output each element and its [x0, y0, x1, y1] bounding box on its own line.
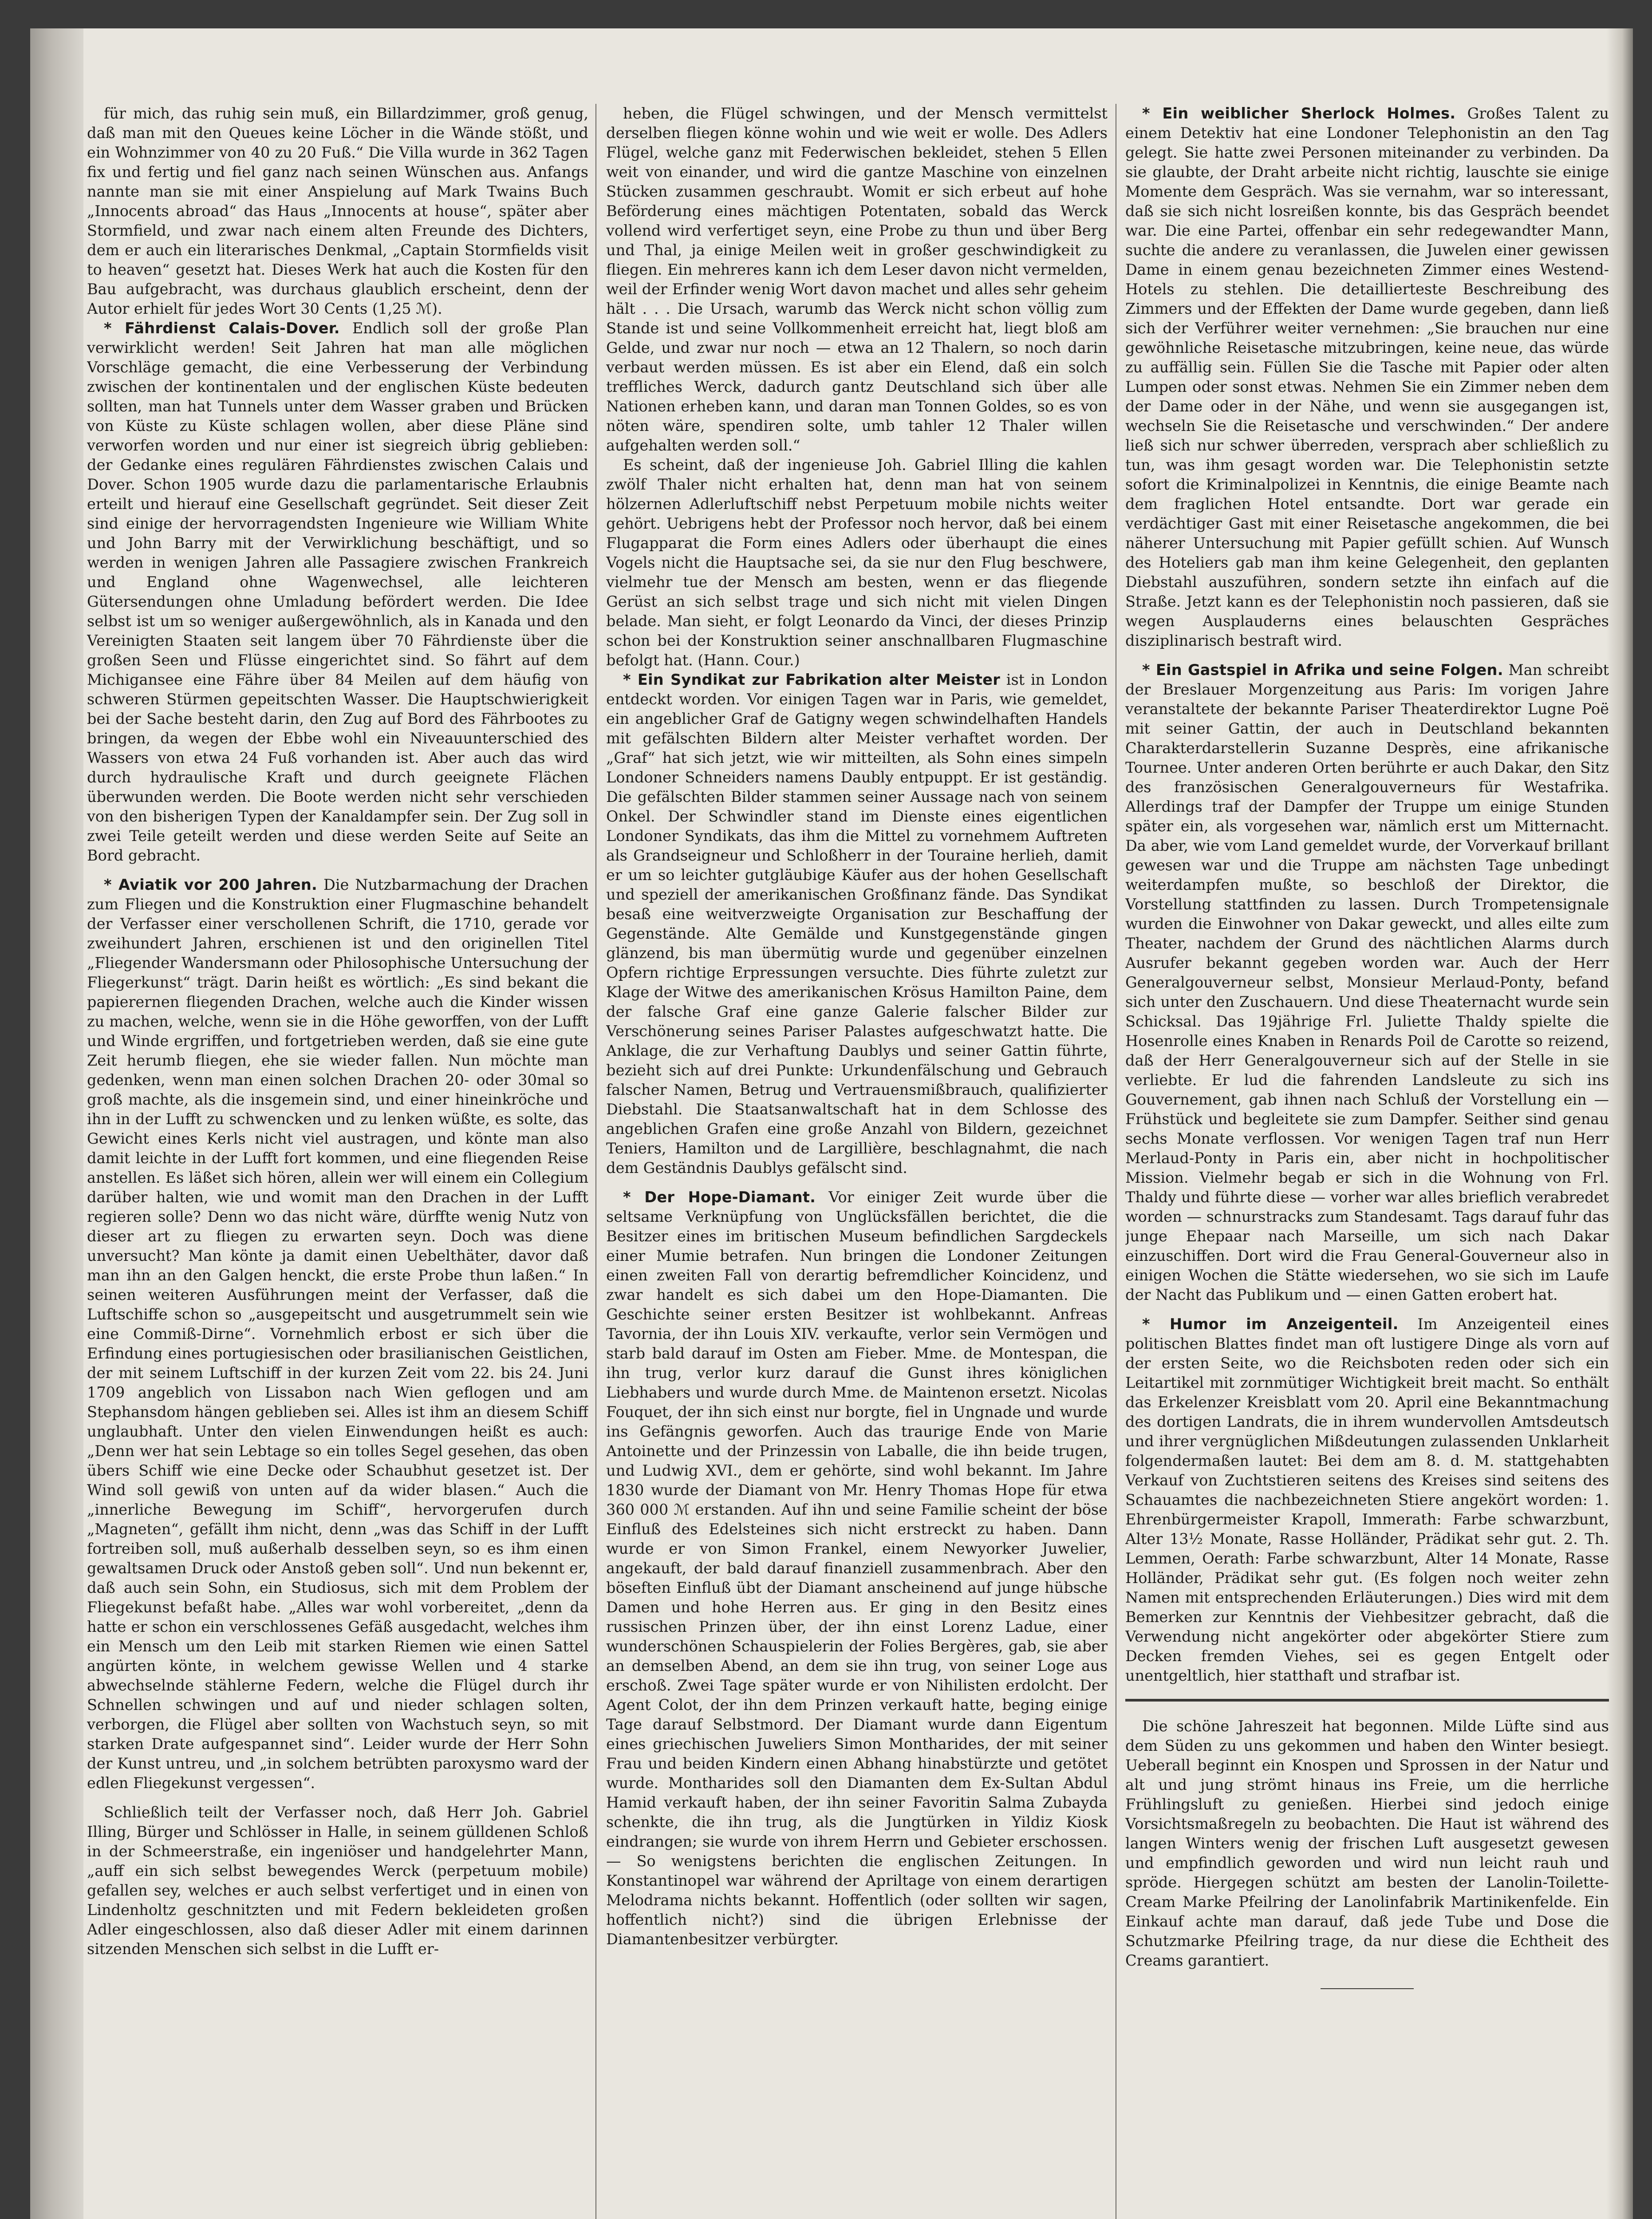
paragraph — [87, 104, 588, 319]
article-body: Vor einiger Zeit wurde über die seltsame Verknüpfung von Unglücksfällen berichtet, die die Besitzer eines im britischen Museum befindlichen Sargdeckels einer Mumie betrafen. Nun bringen die Londoner Zeitungen einen zweiten Fall von derartig befremdlicher Koincidenz, und zwar handelt es sich dabei um den Hope-Diamanten. Die Geschichte seiner ersten Besitzer ist wohlbekannt. Anfreas Tavornia, der ihn Louis XIV. verkaufte, verlor sein Vermögen und starb bald darauf im Osten am Fieber. Mme. de Montespan, die ihn trug, verlor kurz darauf die Gunst ihres königlichen Liebhabers und wurde durch Mme. de Maintenon ersetzt. Nicolas Fouquet, der ihn sich einst nur borgte, fiel in Ungnade und wurde ins Gefängnis geworfen. Auch das traurige Ende von Marie Antoinette und der Prinzessin von Laballe, die ihn beide trugen, und Ludwig XVI., dem er gehörte, sind wohl bekannt. Im Jahre 1830 wurde der Diamant von Mr. Henry Thomas Hope für etwa 360 000 ℳ erstanden. Auf ihn und seine Familie scheint der böse Einfluß des Edelsteines sich nicht erstreckt zu haben. Dann wurde er von Simon Frankel, einem Newyorker Juwelier, angekauft, der bald darauf finanziell zusammenbrach. Aber den böseften Einfluß übt der Diamant anscheinend auf junge hübsche Damen und hohe Herren aus. Er ging in den Besitz eines russischen Prinzen über, der ihn einst Lorenz Ladue, einer wunderschönen Schauspielerin der Folies Bergères, gab, sie aber an demselben Abend, an dem sie ihn trug, von seiner Loge aus erschoß. Zwei Tage später wurde er von Nihilisten erdolcht. Der Agent Colot, der ihn dem Prinzen verkauft hatte, beging einige Tage darauf Selbstmord. Der Diamant wurde dann Eigentum eines griechischen Juweliers Simon Montharides, der mit seiner Frau und beiden Kindern einen Abhang hinabstürzte und getötet wurde. Montharides soll den Diamanten dem Ex-Sultan Abdul Hamid verkauft haben, der ihn seiner Favoritin Salma Zubayda schenkte, die ihn trug, als die Jungtürken in Yildiz Kiosk eindrangen; sie wurde von ihrem Herrn und Gebieter erschossen. — So wenigstens berichten die englischen Zeitungen. In Konstantinopel war während der Apriltage von einem derartigen Melodrama nichts bekannt. Hoffentlich (oder sollten wir sagen, hoffentlich nicht?) sind die übrigen Erlebnisse der Diamantenbesitzer verbürgter. — [606, 1188, 1108, 1948]
page-edge-shadow — [1606, 28, 1633, 2219]
article-body: Endlich soll der große Plan verwirklicht werden! Seit Jahren hat man alle möglichen Vorschläge gemacht, die eine Verbesserung der Verbindung zwischen der kontinentalen und der englischen Küste bedeuten sollten, man hat Tunnels unter dem Wasser graben und Brücken von Küste zu Küste schlagen wollen, aber diese Pläne sind verworfen worden und nur einer ist siegreich übrig geblieben: der Gedanke eines regulären Fährdienstes zwischen Calais und Dover. Schon 1905 wurde dazu die parlamentarische Erlaubnis erteilt und hierauf eine Gesellschaft gegründet. Seit dieser Zeit sind einige der hervorragendsten Ingenieure wie William White und John Barry mit der Verwirklichung beschäftigt, und so werden in wenigen Jahren alle Passagiere zwischen Frankreich und England ohne Wagenwechsel, alle leichteren Gütersendungen ohne Umladung befördert werden. Die Idee selbst ist um so weniger außergewöhnlich, als in Kanada und den Vereinigten Staaten seit langem über 70 Fährdienste über die großen Seen und Flüsse eingerichtet sind. So fährt auf dem Michigansee eine Fähre über 84 Meilen auf dem häufig von schweren Stürmen gepeitschten Wasser. Die Hauptschwierigkeit bei der Sache besteht darin, den Zug auf Bord des Fährbootes zu bringen, da wegen der Ebbe wohl ein Niveauunterschied des Wassers von etwa 24 Fuß vorhanden ist. Aber auch das wird durch hydraulische Kraft und durch geeignete Flächen überwunden werden. Die Boote werden nicht sehr verschieden von den bisherigen Typen der Kanaldampfer sein. Der Zug soll in zwei Teile geteilt werden und diese werden Seite auf Seite an Bord gebracht. — [87, 320, 588, 864]
article-body: Die Nutzbarmachung der Drachen zum Fliegen und die Konstruktion einer Flugmaschine behandelt der Verfasser einer verschollenen Schrift, die 1710, gerade vor zweihundert Jahren, erschienen ist und den originellen Titel „Fliegender Wandersmann oder Philosophische Untersuchung der Fliegerkunst“ trägt. Darin heißt es wörtlich: „Es sind bekant die papierernen fliegenden Drachen, welche auch die Kinder wissen zu machen, welche, wenn sie in die Höhe geworffen, von der Lufft und Winde ergriffen, und fortgetrieben werden, daß sie eine gute Zeit herumb fliegen, ehe sie wieder fallen. Nun möchte man gedenken, wenn man einen solchen Drachen 20- oder 30mal so groß machte, als die insgemein sind, und einer hineinkröche und ihn in der Lufft zu schwencken und zu lenken wüßte, es solte, das Gewicht eines Kerls nicht viel austragen, und könte man also damit leichte in der Lufft fort kommen, und eine fliegenden Reise anstellen. Es läßet sich hören, allein wer will einem ein Collegium darüber halten, wie und womit man den Drachen in der Lufft regieren solle? Denn wo das nicht wäre, dürffte wenig Nutz von dieser art zu fliegen zu erwarten seyn. Doch was diene unversucht? Man könte ja damit einen Uebelthäter, davor daß man ihn an den Galgen henckt, die erste Probe thun laßen.“ In seinen weiteren Ausführungen meint der Verfasser, daß die Luftschiffe schon so „ausgepeitscht und ausgetrummelt sein wie eine Commiß-Dirne“. Vornehmlich erbost er sich über die Erfindung eines portugiesischen oder brasilianischen Geistlichen, der mit seinem Luftschiff in der kurzen Zeit vom 22. bis 24. Juni 1709 angeblich von Lissabon nach Wien geflogen und am Stephansdom hängen geblieben sei. Alles ist ihm an diesem Schiff unglaubhaft. Unter den vielen Einwendungen heißt es auch: „Denn wer hat sein Lebtage so ein tolles Segel gesehen, das oben übers Schiff wie eine Decke oder Schaubhut gesetzet ist. Der Wind soll gewiß von unten auf da wider blasen.“ Auch die „innerliche Bewegung im Schiff“, hervorgerufen durch „Magneten“, gefällt ihm nicht, denn „was das Schiff in der Lufft fortreiben soll, muß außerhalb desselben seyn, so es ihm einen gewaltsamen Druck oder Anstoß geben soll“. Und nun bekennt er, daß auch sein Sohn, ein Studiosus, sich mit dem Problem der Fliegekunst befaßt habe. „Alles war wohl vorbereitet, „denn da hatte er schon ein verschlossenes Gefäß ausgedacht, welches ihm ein Mensch um den Leib mit starken Riemen wie einen Sattel angürten könte, in welchem gewisse Wellen und 4 starke abwechselnde stählerne Federn, welche die Flügel durch ihr Schnellen schwingen und auf und nieder schlagen solten, verborgen, die Flügel aber sollten von Wachstuch seyn, so mit starken Drate aufgespannet sind“. Leider wurde der Herr Sohn der Kunst untreu, und „in solchem betrübten paroxysmo ward der edlen Fliegekunst vergessen“. — [87, 876, 588, 1792]
paragraph — [606, 104, 1108, 455]
article — [87, 875, 588, 1793]
article-headline: * Ein Gastspiel in Afrika und seine Folgen. — [1142, 661, 1503, 679]
article-headline: * Fährdienst Calais-Dover. — [104, 320, 340, 337]
article — [1125, 104, 1609, 651]
article-body: Man schreibt der Breslauer Morgenzeitung aus Paris: Im vorigen Jahre veranstaltete der bekannte Pariser Theaterdirektor Lugne Poë mit seiner Gattin, der auch in Deutschland bekannten Charakterdarstellerin Suzanne Desprès, eine afrikanische Tournee. Unter anderen Orten berührte er auch Dakar, den Sitz des französischen Generalgouverneurs für Westafrika. Allerdings traf der Dampfer der Truppe um einige Stunden später ein, als vorgesehen war, nämlich erst um Mitternacht. Da aber, wie vom Land gemeldet wurde, der Vorverkauf brillant gewesen war und die Truppe am nächsten Tage unbedingt weiterdampfen mußte, so beschloß der Direktor, die Vorstellung stattfinden zu lassen. Durch Trompetensignale wurden die Einwohner von Dakar geweckt, und alles eilte zum Theater, nachdem der Grund des nächtlichen Alarms durch Ausrufer bekannt gegeben worden war. Auch der Herr Generalgouverneur selbst, Monsieur Merlaud-Ponty, befand sich unter den Zuschauern. Und diese Theaternacht wurde sein Schicksal. Das 19jährige Frl. Juliette Thaldy spielte die Hosenrolle eines Knaben in Renards Poil de Carotte so reizend, daß der Herr Generalgouverneur sich auf der Stelle in sie verliebte. Er lud die fahrenden Landsleute zu sich ins Gouvernement, gab ihnen nach Schluß der Vorstellung ein — Frühstück und begleitete sie zum Dampfer. Seither sind genau sechs Monate verflossen. Vor wenigen Tagen traf nun Herr Merlaud-Ponty in Paris ein, aber nicht in hochpolitischer Mission. Vielmehr begab er sich in die Wohnung von Frl. Thaldy und führte diese — vorher war alles brieflich verabredet worden — schnurstracks zum Standesamt. Tags darauf fuhr das junge Ehepaar nach Marseille, um sich nach Dakar einzuschiffen. Dort wird die Frau General-Gouverneur also in einigen Wochen die Stätte wiedersehen, wo sie sich im Laufe der Nacht das Publikum und — einen Gatten erobert hat. — [1125, 661, 1609, 1303]
paragraph — [87, 1803, 588, 1959]
section-rule — [1125, 1699, 1609, 1702]
column-2 — [606, 104, 1108, 2219]
column-1 — [87, 104, 588, 2219]
article-body: ist in London entdeckt worden. Vor einigen Tagen war in Paris, wie gemeldet, ein angeblicher Graf de Gatigny wegen schwindelhaften Handels mit gefälschten Bildern alter Meister verhaftet worden. Der „Graf“ hat sich jetzt, wie wir mitteilten, als Sohn eines simpeln Londoner Schneiders namens Daubly entpuppt. Er ist geständig. Die gefälschten Bilder stammen seiner Aussage nach von seinem Onkel. Der Schwindler stand im Dienste eines eigentlichen Londoner Syndikats, das ihm die Mittel zu vornehmem Auftreten als Grandseigneur und Schloßherr in der Touraine herlieh, damit er um so leichter gutgläubige Käufer aus der hohen Gesellschaft und speziell der amerikanischen Großfinanz fände. Das Syndikat besaß eine weitverzweigte Organisation zur Beschaffung der Gegenstände. Alte Gemälde und Kunstgegenstände gingen glänzend, bis man übermütig wurde und gegenüber einzelnen Opfern richtige Erpressungen versuchte. Dies führte zuletzt zur Klage der Witwe des amerikanischen Krösus Hamilton Paine, dem der falsche Graf eine ganze Galerie falscher Bilder zur Verschönerung seines Pariser Palastes aufgeschwatzt hatte. Die Anklage, die zur Verhaftung Daublys und seiner Gattin führte, bezieht sich auf drei Punkte: Urkundenfälschung und Gebrauch falscher Namen, Betrug und Vertrauensmißbrauch, qualifizierter Diebstahl. Die Staatsanwaltschaft hat in dem Schlosse des angeblichen Grafen eine große Anzahl von Bildern, gezeichnet Teniers, Hamilton und de Largillière, beschlagnahmt, die nach dem Geständnis Daublys gefälscht sind. — [606, 671, 1108, 1177]
article-body: heben, die Flügel schwingen, und der Mensch vermittelst derselben fliegen könne wohin und wie weit er wolle. Des Adlers Flügel, welche ganz mit Federwischen bekleidet, stehen 5 Ellen weit von einander, und wird die gantze Maschine von einzelnen Stücken zusammen geschraubt. Womit er sich erbeut auf hohe Beförderung eines mächtigen Potentaten, sobald das Werck vollend wird verfertiget seyn, eine Probe zu thun und über Berg und Thal, ja einige Meilen weit in großer geschwindigkeit zu fliegen. Ein mehreres kann ich dem Leser davon nicht vermelden, weil der Erfinder wenig Wort davon machet und alles sehr geheim hält . . . Die Ursach, warumb das Werck nicht schon völlig zum Stande ist und seine Vollkommenheit erreicht hat, liegt bloß am Gelde, und zwar nur noch — etwa an 12 Thalern, so noch darin verbaut werden müssen. Es ist aber ein Elend, daß ein solch treffliches Werck, dadurch gantz Deutschland sich über alle Nationen erheben kann, und daran man Tonnen Goldes, so es von nöten wäre, spendiren solte, umb tahler 12 Thaler willen aufgehalten werden soll.“ — [606, 105, 1108, 454]
article-headline: * Ein Syndikat zur Fabrikation alter Meister — [623, 671, 1001, 688]
article — [1125, 660, 1609, 1305]
article-body: Großes Talent zu einem Detektiv hat eine Londoner Telephonistin an den Tag gelegt. Sie hatte zwei Personen miteinander zu verbinden. Da sie glaubte, der Draht arbeite nicht richtig, lauschte sie einige Momente dem Gespräch. Was sie vernahm, war so interessant, daß sie sich nicht losreißen konnte, bis das Gespräch beendet war. Die eine Partei, offenbar ein sehr redegewandter Mann, suchte die andere zu veranlassen, die Juwelen einer gewissen Dame in einem genau bezeichneten Zimmer eines Westend-Hotels zu stehlen. Die detaillierteste Beschreibung des Zimmers und der Effekten der Dame wurde gegeben, dann ließ sich der Verführer weiter vernehmen: „Sie brauchen nur eine gewöhnliche Reisetasche mitzubringen, keine neue, das würde zu auffällig sein. Füllen Sie die Tasche mit Papier oder alten Lumpen oder sonst etwas. Nehmen Sie ein Zimmer neben dem der Dame oder in der Nähe, und wenn sie ausgegangen ist, wechseln Sie die Reisetasche und verschwinden.“ Der andere ließ sich nur schwer überreden, versprach aber schließlich zu tun, was ihm gesagt worden war. Die Telephonistin setzte sofort die Kriminalpolizei in Kenntnis, die einige Beamte nach dem fraglichen Hotel entsandte. Dort war gerade ein verdächtiger Gast mit einer Reisetasche angekommen, die bei näherer Untersuchung mit Papier gefüllt schien. Auf Wunsch des Hoteliers gab man ihm keine Gelegenheit, den geplanten Diebstahl auszuführen, sondern setzte ihn einfach auf die Straße. Jetzt kann es der Telephonistin noch passieren, daß sie wegen Ausplauderns eines belauschten Gespräches disziplinarisch bestraft wird. — [1125, 105, 1609, 649]
article-headline: * Der Hope-Diamant. — [623, 1188, 816, 1206]
end-rule — [1321, 1988, 1414, 1989]
article-body: Schließlich teilt der Verfasser noch, daß Herr Joh. Gabriel Illing, Bürger und Schlösser in Halle, in seinem gülldenen Schloß in der Schmeerstraße, ein ingeniöser und handgelehrter Mann, „auff ein sich selbst bewegendes Werck (perpetuum mobile) gefallen sey, welches er auch selbst verfertiget und in einen von Lindenholtz geschnitzten und mit Federn bekleideten großen Adler eingeschlossen, also daß dieser Adler mit einem darinnen sitzenden Menschen sich selbst in die Lufft er- — [87, 1804, 588, 1958]
paragraph — [606, 455, 1108, 670]
newspaper-page — [30, 28, 1633, 2219]
article — [606, 1188, 1108, 1949]
article — [1125, 1315, 1609, 1686]
article-headline: * Aviatik vor 200 Jahren. — [104, 876, 318, 893]
article-body: für mich, das ruhig sein muß, ein Billardzimmer, groß genug, daß man mit den Queues keine Löcher in die Wände stößt, und ein Wohnzimmer von 40 zu 20 Fuß.“ Die Villa wurde in 362 Tagen fix und fertig und fiel ganz nach seinen Wünschen aus. Anfangs nannte man sie mit einer Anspielung auf Mark Twains Buch „Innocents abroad“ das Haus „Innocents at house“, später aber Stormfield, und zwar nach einem alten Freunde des Dichters, dem er auch ein literarisches Denkmal, „Captain Stormfields visit to heaven“ gesetzt hat. Dieses Werk hat auch die Kosten für den Bau aufgebracht, was durchaus glaublich erscheint, denn der Autor erhielt für jedes Wort 30 Cents (1,25 ℳ). — [87, 105, 588, 317]
article — [606, 670, 1108, 1178]
column-3 — [1125, 104, 1609, 2219]
article-body: Die schöne Jahreszeit hat begonnen. Milde Lüfte sind aus dem Süden zu uns gekommen und haben den Winter besiegt. Ueberall beginnt ein Knospen und Sprossen in der Natur und alt und jung strömt hinaus ins Freie, um die herrliche Frühlingsluft zu genießen. Hierbei sind jedoch einige Vorsichtsmaßregeln zu beobachten. Die Haut ist während des langen Winters wenig der frischen Luft ausgesetzt gewesen und empfindlich geworden und wird nun leicht rauh und spröde. Hiergegen schützt am besten der Lanolin-Toilette-Cream Marke Pfeilring der Lanolinfabrik Martinikenfelde. Ein Einkauf achte man darauf, daß jede Tube und Dose die Schutzmarke Pfeilring trage, da nur diese die Echtheit des Creams garantiert. — [1125, 1718, 1609, 1969]
article-body: Es scheint, daß der ingenieuse Joh. Gabriel Illing die kahlen zwölf Thaler nicht erhalten hat, denn man hat von seinem hölzernen Adlerluftschiff nebst Perpetuum mobile nichts weiter gehört. Uebrigens hebt der Professor noch hervor, daß bei einem Flugapparat die Form eines Adlers oder überhaupt die eines Vogels nicht die Hauptsache sei, da sie nur den Flug beschwere, vielmehr tue der Mensch am besten, wenn er das fliegende Gerüst an sich selbst trage und sich nicht mit vielen Dingen belade. Man sieht, er folgt Leonardo da Vinci, der dieses Prinzip schon bei der Konstruktion seiner anschnallbaren Flugmaschine befolgt hat. (Hann. Cour.) — [606, 456, 1108, 669]
book-spine-shadow — [30, 28, 83, 2219]
column-divider — [595, 104, 596, 2219]
article-body: Im Anzeigenteil eines politischen Blattes findet man oft lustigere Dinge als vorn auf der ersten Seite, wo die Reichsboten reden oder sich ein Leitartikel mit zornmütiger Wichtigkeit breit macht. So enthält das Erkelenzer Kreisblatt vom 20. April eine Bekanntmachung des dortigen Landrats, die in ihrem wundervollen Amtsdeutsch und ihrer vergnüglichen Mißdeutungen zulassenden Unklarheit folgendermaßen lautet: Bei dem am 8. d. M. stattgehabten Verkauf von Zuchtstieren seitens des Kreises sind seitens des Schauamtes die nachbezeichneten Stiere angekört worden: 1. Ehrenbürgermeister Krapoll, Immerath: Farbe schwarzbunt, Alter 13½ Monate, Rasse Holländer, Prädikat sehr gut. 2. Th. Lemmen, Oerath: Farbe schwarzbunt, Alter 14 Monate, Rasse Holländer, Prädikat sehr gut. (Es folgen noch weiter zehn Namen mit entsprechenden Erläuterungen.) Dies wird mit dem Bemerken zur Kenntnis der Viehbesitzer gebracht, daß die Verwendung nicht angekörter oder abgekörter Stiere zum Decken fremden Viehes, sei es gegen Entgelt oder unentgeltlich, hier statthaft und strafbar ist. — [1125, 1315, 1609, 1684]
article-headline: * Ein weiblicher Sherlock Holmes. — [1142, 105, 1456, 122]
article-headline: * Humor im Anzeigenteil. — [1142, 1315, 1399, 1333]
article — [87, 319, 588, 865]
paragraph — [1125, 1717, 1609, 1970]
